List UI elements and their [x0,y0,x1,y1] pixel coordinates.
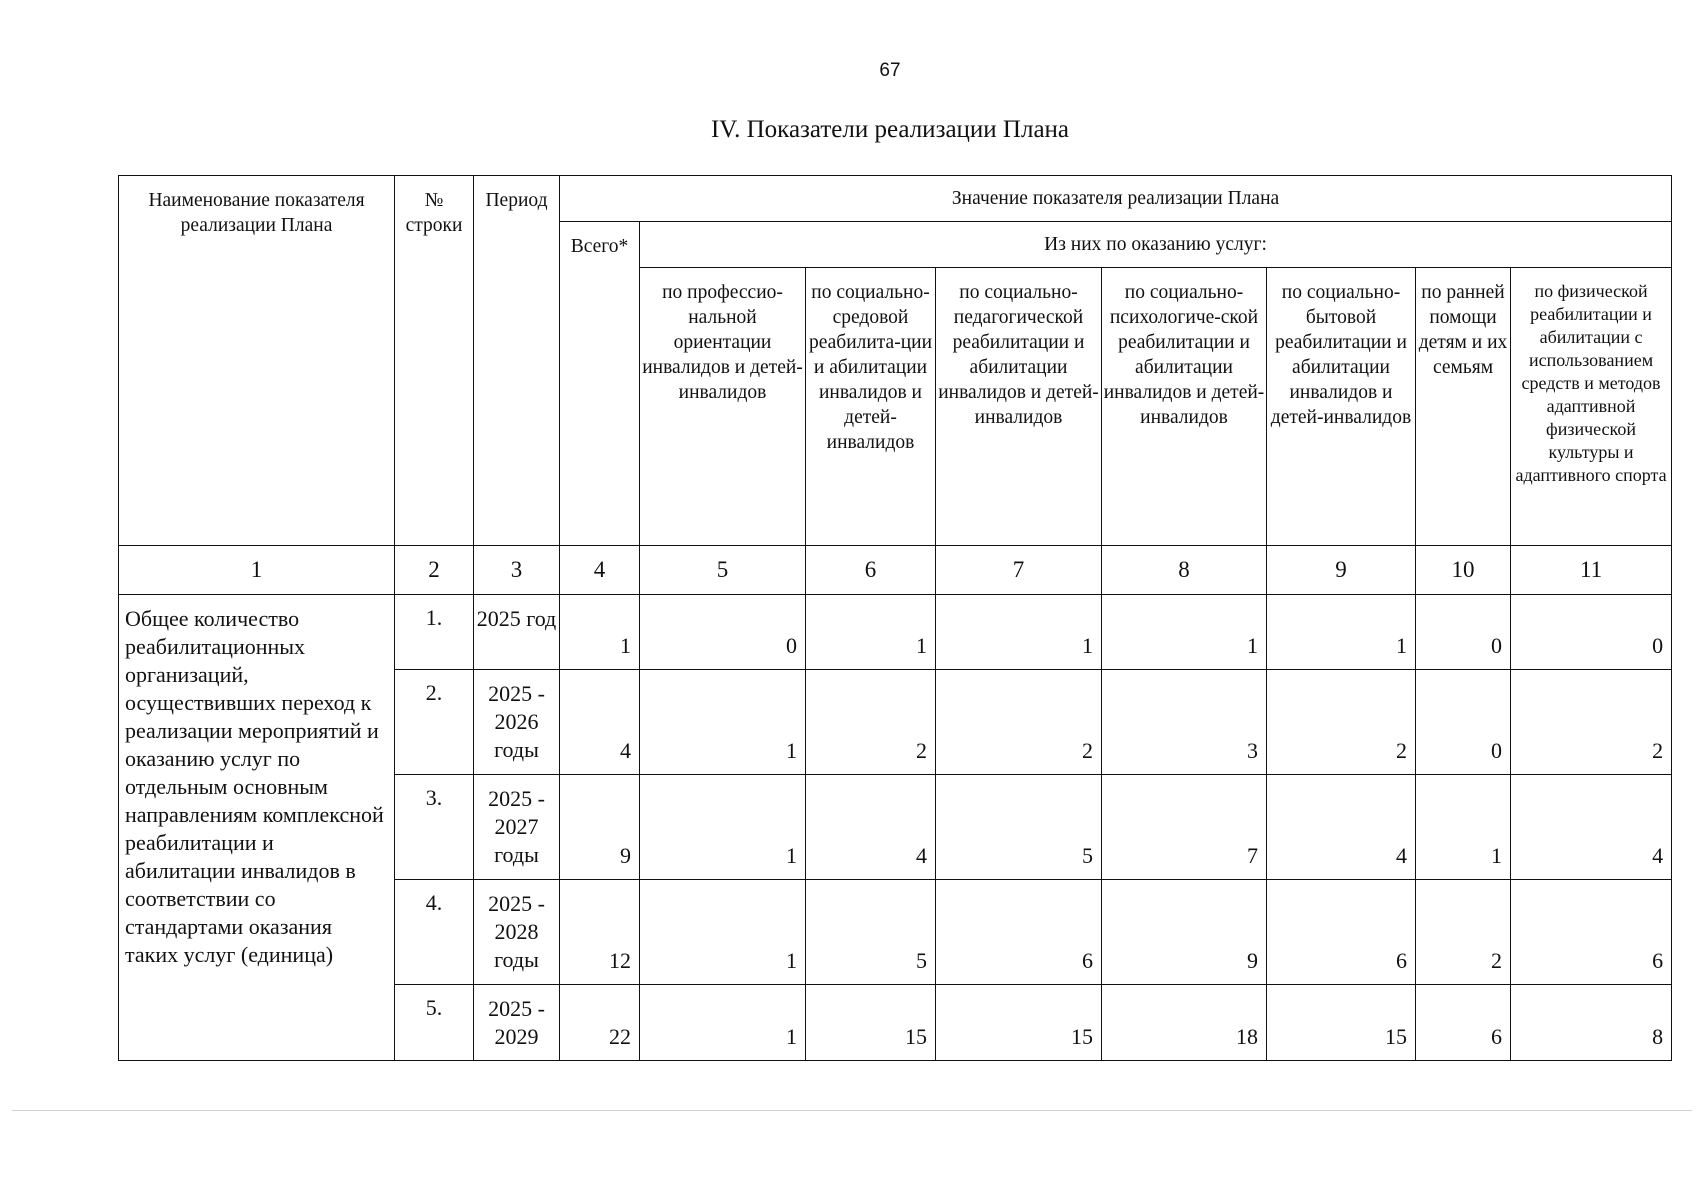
row-period: 2025 - 2028 годы [474,880,560,985]
value-psychological: 18 [1102,985,1267,1061]
value-physical: 8 [1511,985,1672,1061]
page-bottom-rule [12,1110,1692,1111]
row-number: 3. [395,775,474,880]
value-vocational: 1 [640,775,806,880]
value-physical: 0 [1511,595,1672,670]
value-pedagogical: 1 [936,595,1102,670]
value-environmental: 15 [806,985,936,1061]
column-number: 5 [640,546,806,595]
header-service-environmental: по социально-средовой реабилита-ции и абилитации инвалидов и детей-инвалидов [806,268,936,546]
value-physical: 6 [1511,880,1672,985]
value-pedagogical: 2 [936,670,1102,775]
row-period: 2025 - 2029 [474,985,560,1061]
column-number: 4 [560,546,640,595]
column-number: 3 [474,546,560,595]
column-number: 1 [119,546,395,595]
page-number: 67 [879,60,901,81]
column-number: 8 [1102,546,1267,595]
value-environmental: 5 [806,880,936,985]
header-indicator-name: Наименование показателя реализации Плана [119,176,395,546]
value-vocational: 0 [640,595,806,670]
value-psychological: 3 [1102,670,1267,775]
header-row-number: № строки [395,176,474,546]
value-household: 1 [1267,595,1416,670]
header-service-pedagogical: по социально-педагогической реабилитации и абилитации инвалидов и детей-инвалидов [936,268,1102,546]
value-total: 9 [560,775,640,880]
header-services-group: Из них по оказанию услуг: [640,222,1672,268]
value-environmental: 2 [806,670,936,775]
value-early-help: 2 [1416,880,1511,985]
table-row [119,595,1672,670]
header-value-group: Значение показателя реализации Плана [560,176,1672,222]
value-environmental: 4 [806,775,936,880]
value-total: 4 [560,670,640,775]
value-early-help: 0 [1416,595,1511,670]
value-household: 6 [1267,880,1416,985]
value-early-help: 0 [1416,670,1511,775]
value-early-help: 1 [1416,775,1511,880]
header-service-early-help: по ранней помощи детям и их семьям [1416,268,1511,546]
value-early-help: 6 [1416,985,1511,1061]
row-period: 2025 - 2026 годы [474,670,560,775]
column-number: 11 [1511,546,1672,595]
row-number: 4. [395,880,474,985]
value-environmental: 1 [806,595,936,670]
indicator-name: Общее количество реабилитационных организаций, осуществивших переход к реализации мероприятий и оказанию услуг по отдельным основным направлениям комплексной реабилитации и абилитации инвалидов в соответствии со стандартами оказания таких услуг (единица) [119,595,395,1061]
header-service-physical: по физической реабилитации и абилитации с использованием средств и методов адаптивной физической культуры и адаптивного спорта [1511,268,1672,546]
value-physical: 2 [1511,670,1672,775]
row-period: 2025 год [474,595,560,670]
column-number: 2 [395,546,474,595]
row-period: 2025 - 2027 годы [474,775,560,880]
column-number: 6 [806,546,936,595]
column-number: 10 [1416,546,1511,595]
indicators-table [118,175,1672,1061]
value-psychological: 1 [1102,595,1267,670]
value-vocational: 1 [640,880,806,985]
row-number: 1. [395,595,474,670]
header-service-psychological: по социально-психологиче-ской реабилитации и абилитации инвалидов и детей-инвалидов [1102,268,1267,546]
row-number: 5. [395,985,474,1061]
header-service-household: по социально-бытовой реабилитации и абилитации инвалидов и детей-инвалидов [1267,268,1416,546]
value-household: 15 [1267,985,1416,1061]
value-total: 1 [560,595,640,670]
value-pedagogical: 15 [936,985,1102,1061]
value-total: 12 [560,880,640,985]
section-title: IV. Показатели реализации Плана [710,116,1070,143]
value-psychological: 7 [1102,775,1267,880]
header-total: Всего* [560,222,640,546]
value-household: 4 [1267,775,1416,880]
column-number: 7 [936,546,1102,595]
value-pedagogical: 6 [936,880,1102,985]
value-physical: 4 [1511,775,1672,880]
row-number: 2. [395,670,474,775]
value-household: 2 [1267,670,1416,775]
value-vocational: 1 [640,985,806,1061]
column-number: 9 [1267,546,1416,595]
value-total: 22 [560,985,640,1061]
header-service-vocational: по профессио-нальной ориентации инвалидов и детей-инвалидов [640,268,806,546]
value-vocational: 1 [640,670,806,775]
value-pedagogical: 5 [936,775,1102,880]
header-period: Период [474,176,560,546]
value-psychological: 9 [1102,880,1267,985]
